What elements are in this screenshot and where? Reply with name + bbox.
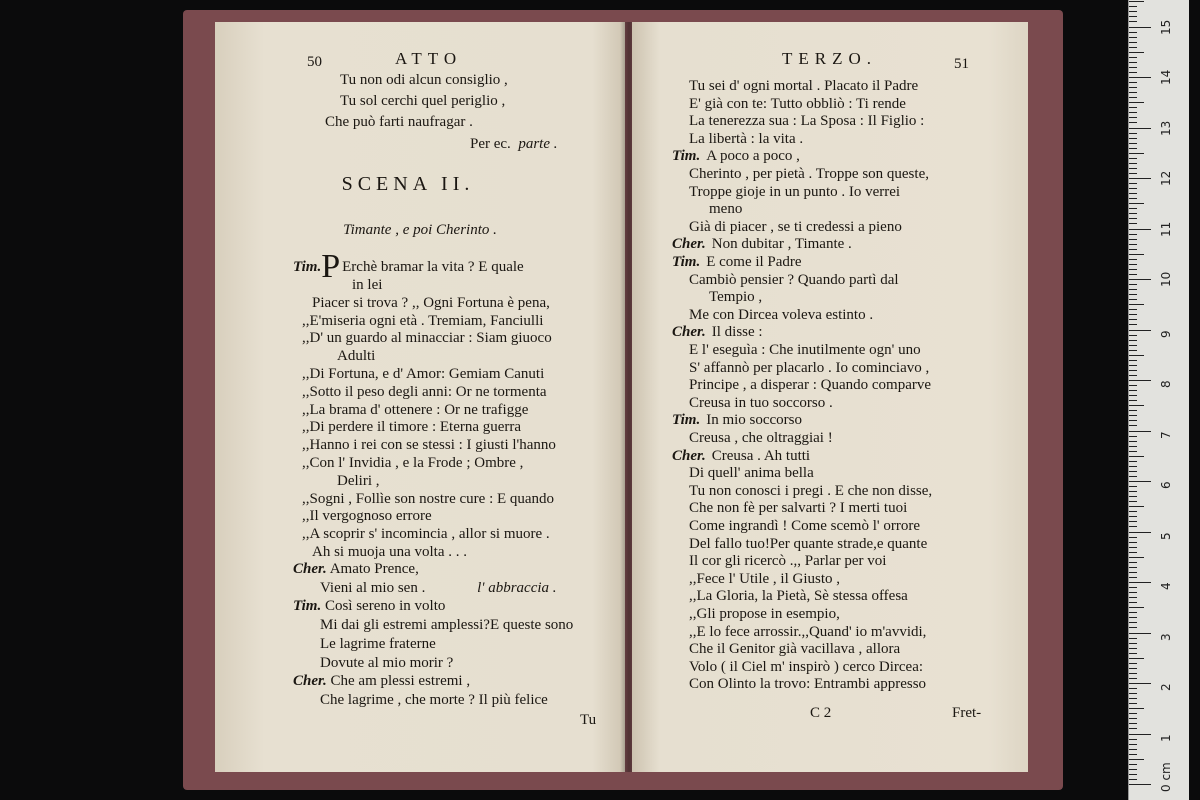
ruler-tick [1129,420,1137,421]
ruler-tick [1129,294,1137,295]
verse-line: ,,E lo fece arrossir.,,Quand' io m'avvidi, [689,623,927,640]
ruler-tick [1129,122,1137,123]
ruler-number: 5 [1159,531,1173,540]
ruler-tick [1129,415,1137,416]
ruler-tick [1129,16,1137,17]
ruler-tick [1129,234,1137,235]
ruler-tick [1129,102,1144,103]
ruler-tick [1129,779,1137,780]
stage-direction: l' abbraccia . [477,580,557,596]
speaker-tag: Cher. [672,324,706,341]
ruler-tick [1129,744,1137,745]
ruler-number: 0 cm [1159,762,1173,792]
ruler-tick [1129,516,1137,517]
verse-line: Con Olinto la trovo: Entrambi appresso [689,676,927,693]
verse-line: ,,Di Fortuna, e d' Amor: Gemiam Canuti [302,366,545,382]
ruler-tick [1129,476,1137,477]
ruler-tick [1129,67,1137,68]
ruler-tick [1129,759,1144,760]
ruler-number: 12 [1159,170,1173,186]
ruler-tick [1129,466,1137,467]
ruler-tick [1129,158,1137,159]
verse-line: Il disse : [711,324,763,341]
ruler-tick [1129,542,1137,543]
ruler-tick [1129,728,1137,729]
ruler-tick [1129,324,1137,325]
verse-line: Principe , a disperar : Quando comparve [689,377,931,394]
verse-line: La tenerezza sua : La Sposa : Il Figlio : [689,113,925,130]
ruler-tick [1129,244,1137,245]
ruler-tick [1129,441,1137,442]
ruler-tick [1129,112,1137,113]
ruler-number: 11 [1159,221,1173,237]
verse-line: Che am plessi estremi , [330,673,471,689]
ruler-tick [1129,168,1137,169]
ruler-tick [1129,390,1137,391]
speaker-tag: Cher. [672,236,706,253]
ruler-tick [1129,774,1137,775]
speech [672,148,800,166]
ruler-tick [1129,62,1137,63]
verse-line: in lei [352,277,383,293]
speaker-tag: Tim. [293,598,322,614]
verse-line: Il cor gli ricercò .,, Parlar per voi [689,553,887,570]
ruler-tick [1129,314,1137,315]
ruler-tick [1129,340,1137,341]
ruler-tick [1129,400,1137,401]
verse-line: Non dubitar , Timante . [711,236,852,253]
ruler-tick [1129,688,1137,689]
speech [293,598,445,616]
verse-line: Amato Prence, [329,561,419,577]
speech [293,673,470,691]
ruler-tick [1129,562,1137,563]
ruler-tick [1129,249,1137,250]
ruler-tick [1129,239,1137,240]
verse-line: ,,Di perdere il timore : Eterna guerra [302,419,522,436]
verse-line: Vieni al mio sen . [320,580,426,596]
verse-line: A poco a poco , [706,148,800,165]
exit-line [470,136,557,154]
verse-line: E come il Padre [706,254,802,270]
verse-line: ,,Sogni , Follìe son nostre cure : E quando [302,490,555,507]
ruler-tick [1129,582,1151,583]
ruler-tick [1129,471,1137,472]
signature-mark: C 2 [810,705,832,721]
verse-line: Tempio , [709,289,763,306]
ruler-tick [1129,612,1137,613]
verse-line: Tu non conosci i pregi . E che non disse, [689,482,933,499]
ruler-tick [1129,183,1137,184]
ruler-tick [1129,87,1137,88]
speech [672,324,763,342]
ruler-tick [1129,360,1137,361]
verse-line: Cambiò pensier ? Quando partì dal [689,271,899,288]
ruler-tick [1129,698,1137,699]
verse-line: ,,Fece l' Utile , il Giusto , [689,570,841,587]
ruler-tick [1129,289,1137,290]
ruler-tick [1129,638,1137,639]
ruler-tick [1129,385,1137,386]
ruler-tick [1129,754,1137,755]
ruler-tick [1129,446,1137,447]
catchword: Tu [580,712,597,728]
verse-line: Cherinto , per pietà . Troppe son queste, [689,166,929,182]
scene-persons: Timante , e poi Cherinto . [343,222,497,238]
catchword: Fret- [952,705,982,721]
verse-line: Dovute al mio morir ? [320,655,454,671]
exit-text: Per ec. [470,136,511,152]
ruler-tick [1129,163,1137,164]
drop-cap: P [321,248,341,285]
verse-line: Me con Dircea voleva estinto . [689,306,874,323]
ruler-tick [1129,107,1137,108]
speaker-tag: Tim. [672,254,701,270]
ruler-tick [1129,380,1151,381]
verse-line: Tu sol cerchi quel periglio , [340,93,506,109]
verse-line: ,,Il vergognoso errore [302,508,432,525]
ruler-tick [1129,764,1137,765]
ruler-tick [1129,143,1137,144]
ruler-tick [1129,734,1151,735]
speaker-tag: Tim. [672,412,701,429]
verse-line: ,,Con l' Invidia , e la Frode ; Ombre , [302,455,524,471]
running-head: ATTO [395,49,463,68]
ruler-tick [1129,395,1137,396]
speaker-tag: Tim. [293,259,322,275]
ruler-tick [1129,375,1137,376]
ruler-tick [1129,723,1137,724]
ruler-tick [1129,365,1137,366]
ruler-tick [1129,193,1137,194]
ruler-tick [1129,178,1151,179]
ruler-number: 1 [1159,733,1173,742]
ruler-tick [1129,784,1151,785]
verse-line: In mio soccorso [706,412,803,429]
ruler-tick [1129,501,1137,502]
ruler-tick [1129,47,1137,48]
ruler-tick [1129,749,1137,750]
scene-title: SCENA II. [341,173,475,195]
ruler-tick [1129,511,1137,512]
ruler-tick [1129,117,1137,118]
verse-line: Che non fè per salvarti ? I merti tuoi [689,500,908,517]
verse-line: Creusa . Ah tutti [711,447,811,464]
ruler-tick [1129,587,1137,588]
page-number: 51 [954,56,969,72]
verse-line: Deliri , [337,472,380,489]
ruler-tick [1129,653,1137,654]
ruler-tick [1129,506,1144,507]
right-page [632,22,1028,772]
ruler-tick [1129,572,1137,573]
ruler-tick [1129,97,1137,98]
verse-line: Come ingrandì ! Come scemò l' orrore [689,518,920,534]
verse-line: Che può farti naufragar . [325,114,473,130]
ruler-tick [1129,198,1137,199]
ruler-tick [1129,218,1137,219]
ruler-tick [1129,526,1137,527]
ruler-tick [1129,627,1137,628]
verse-line: E' già con te: Tutto obbliò : Ti rende [689,95,906,112]
ruler-tick [1129,173,1137,174]
ruler-tick [1129,11,1137,12]
ruler-tick [1129,188,1137,189]
verse-line: S' affannò per placarlo . Io cominciavo , [689,359,930,376]
measuring-ruler [1128,0,1189,800]
ruler-tick [1129,350,1137,351]
ruler-tick [1129,521,1137,522]
verse-line: Tu sei d' ogni mortal . Placato il Padre [689,78,919,94]
ruler-tick [1129,148,1137,149]
ruler-tick [1129,552,1137,553]
ruler-number: 3 [1159,632,1173,641]
ruler-tick [1129,319,1137,320]
ruler-tick [1129,335,1137,336]
ruler-tick [1129,658,1144,659]
ruler-tick [1129,491,1137,492]
ruler-tick [1129,663,1137,664]
ruler-tick [1129,547,1137,548]
ruler-number: 8 [1159,380,1173,388]
ruler-number: 2 [1159,683,1173,691]
speech [320,580,557,598]
ruler-tick [1129,481,1151,482]
ruler-tick [1129,405,1144,406]
ruler-tick [1129,32,1137,33]
ruler-tick [1129,57,1137,58]
ruler-tick [1129,82,1137,83]
ruler-tick [1129,769,1137,770]
verse-line: Che il Genitor già vacillava , allora [689,641,901,658]
ruler-tick [1129,37,1137,38]
ruler-tick [1129,683,1151,684]
speech [672,412,802,430]
ruler-tick [1129,27,1151,28]
ruler-tick [1129,693,1137,694]
verse-line: E l' eseguìa : Che inutilmente ogn' uno [689,342,921,358]
speech [672,236,852,254]
ruler-tick [1129,304,1144,305]
speaker-tag: Cher. [293,673,327,689]
verse-line: Già di piacer , se ti credessi a pieno [689,218,902,235]
ruler-tick [1129,284,1137,285]
ruler-tick [1129,537,1137,538]
ruler-tick [1129,138,1137,139]
ruler-number: 6 [1159,481,1173,489]
speaker-tag: Tim. [672,148,701,165]
running-head: TERZO. [782,49,878,68]
ruler-tick [1129,52,1144,53]
ruler-tick [1129,567,1137,568]
verse-line: Che lagrime , che morte ? Il più felice [320,692,548,708]
ruler-number: 14 [1159,69,1173,85]
verse-line: Piacer si trova ? ,, Ogni Fortuna è pena, [312,294,550,311]
ruler-tick [1129,592,1137,593]
ruler-tick [1129,309,1137,310]
verse-line: Mi dai gli estremi amplessi?E queste sono [320,617,574,633]
ruler-tick [1129,431,1151,432]
ruler-tick [1129,259,1137,260]
speaker-tag: Cher. [293,561,327,577]
verse-line: ,,E'miseria ogni età . Tremiam, Fanciulli [302,312,544,329]
ruler-tick [1129,330,1151,331]
ruler-tick [1129,128,1151,129]
verse-line: ,,Hanno i rei con se stessi : I giusti l'hanno [302,437,556,454]
speaker-tag: Cher. [672,447,706,464]
ruler-tick [1129,718,1137,719]
ruler-tick [1129,6,1137,7]
verse-line: Adulti [337,348,376,365]
page-number: 50 [307,54,322,70]
stage-direction: parte . [518,136,558,152]
speech [672,448,810,466]
ruler-tick [1129,1,1144,2]
ruler-tick [1129,345,1137,346]
ruler-tick [1129,597,1137,598]
ruler-number: 10 [1159,271,1173,287]
verse-line: Tu non odi alcun consiglio , [340,72,508,88]
ruler-tick [1129,410,1137,411]
verse-line: ,,D' un guardo al minacciar : Siam giuoco [302,330,552,347]
ruler-tick [1129,42,1137,43]
ruler-tick [1129,648,1137,649]
ruler-number: 7 [1159,430,1173,439]
ruler-tick [1129,496,1137,497]
verse-line: Creusa in tuo soccorso . [689,394,833,411]
ruler-tick [1129,77,1151,78]
ruler-number: 9 [1159,329,1173,338]
ruler-tick [1129,279,1151,280]
ruler-tick [1129,703,1137,704]
ruler-tick [1129,269,1137,270]
verse-line: Così sereno in volto [324,598,446,614]
verse-line: Troppe gioje in un punto . Io verrei [689,183,901,200]
ruler-tick [1129,633,1151,634]
ruler-tick [1129,223,1137,224]
ruler-number: 13 [1159,120,1173,136]
ruler-tick [1129,355,1144,356]
ruler-tick [1129,668,1137,669]
left-page [215,22,625,772]
speech [672,254,802,272]
ruler-tick [1129,425,1137,426]
ruler-tick [1129,602,1137,603]
ruler-tick [1129,133,1137,134]
ruler-tick [1129,532,1151,533]
ruler-tick [1129,92,1137,93]
verse-line: Volo ( il Ciel m' inspirò ) cerco Dircea: [689,658,924,675]
verse-line: Ah si muoja una volta . . . [312,544,467,560]
ruler-tick [1129,461,1137,462]
verse-line: ,,La brama d' ottenere : Or ne trafigge [302,401,529,418]
verse-line: Di quell' anima bella [689,465,814,482]
verse-line: ,,Gli propose in esempio, [689,606,840,622]
ruler-tick [1129,208,1137,209]
verse-line: Le lagrime fraterne [320,636,436,652]
ruler-tick [1129,213,1137,214]
ruler-tick [1129,451,1137,452]
ruler-number: 4 [1159,582,1173,590]
verse-line: La libertà : la vita . [689,130,804,147]
ruler-tick [1129,456,1144,457]
ruler-tick [1129,264,1137,265]
ruler-tick [1129,229,1151,230]
ruler-tick [1129,739,1137,740]
verse-line: Creusa , che oltraggiai ! [689,430,833,446]
ruler-tick [1129,72,1137,73]
ruler-tick [1129,577,1137,578]
ruler-tick [1129,617,1137,618]
ruler-number: 15 [1159,19,1173,35]
verse-line: ,,A scoprir s' incomincia , allor si muore . [302,526,550,543]
ruler-tick [1129,622,1137,623]
ruler-tick [1129,708,1144,709]
ruler-tick [1129,21,1137,22]
verse-line: Del fallo tuo!Per quante strade,e quante [689,535,928,552]
ruler-tick [1129,678,1137,679]
ruler-tick [1129,436,1137,437]
speech [293,561,419,579]
ruler-tick [1129,254,1144,255]
ruler-tick [1129,607,1144,608]
verse-line: meno [709,201,743,218]
ruler-tick [1129,713,1137,714]
ruler-tick [1129,203,1144,204]
ruler-tick [1129,557,1144,558]
verse-line: Erchè bramar la vita ? E quale [342,259,524,275]
ruler-tick [1129,299,1137,300]
ruler-tick [1129,486,1137,487]
ruler-tick [1129,370,1137,371]
ruler-tick [1129,673,1137,674]
ruler-tick [1129,153,1144,154]
verse-line: ,,La Gloria, la Pietà, Sè stessa offesa [689,588,908,605]
ruler-tick [1129,643,1137,644]
verse-line: ,,Sotto il peso degli anni: Or ne tormenta [302,383,547,400]
ruler-tick [1129,274,1137,275]
